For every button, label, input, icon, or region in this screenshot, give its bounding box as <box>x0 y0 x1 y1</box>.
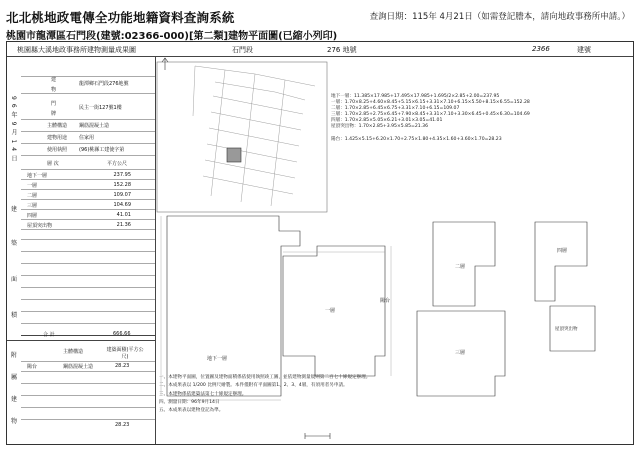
table-row <box>21 266 155 276</box>
note-item: 四、測量日期：96年9月14日 <box>159 399 220 405</box>
location-map-frame <box>157 62 327 212</box>
north-arrow <box>162 58 168 70</box>
info-row <box>21 118 155 120</box>
date-vertical: 96年9月14日 <box>10 96 17 166</box>
label-men: 門 <box>51 101 57 107</box>
note-item: 二、本成果表以 1/200 比例尺繪製。本件僅附有平面圖第1、2、3、4層，有須用者另申請。 <box>159 383 348 389</box>
page-title: 北北桃地政電傳全功能地籍資料查詢系統 <box>6 10 235 25</box>
floor-name: 二層 <box>27 193 38 199</box>
table-row <box>21 278 155 288</box>
plan-b1-outline <box>167 216 300 396</box>
plan-label-1f: 一層 <box>325 308 336 314</box>
note-item: 一、本建物平面圖，位置圖及建物面積係依使用執照竣工圖，並依建物測量規則第二百七十條規定辦理。 <box>159 375 371 380</box>
query-date: 查詢日期：115年 4月21日（如需登記謄本，請向地政事務所申請。） <box>369 12 630 22</box>
floor-name: 四層 <box>27 213 38 219</box>
info-row <box>21 142 155 144</box>
plan-label-2f: 二層 <box>455 264 466 270</box>
area-calculation: 地下一層：11.385×17.985+17.495×17.985+1.695/2×2.85+2.00=237.95 一層：1.70×8.25+4.60×8.45+5.15×6.15+3.31×7.10+6.15×5.50+8.15×6.55=152.28 二層：1.70×2.85+6.45×6.75+3.31×7.10+6.15=109.07 三層：1.70×2.85+2.75×6.45+7.90×8.45+3.31×7.10+3.30×6.45+0.45×6.30=104.69 四層：1.70×2.85×5.05×6.21+3.01×3.05=41.01 屋頂突出物：1.70×2.85+3.95×5.85=21.36 陽台：1.425×5.15+6.20×1.70+2.75×1.80+4.35×1.60+3.60×1.70=28.23 <box>331 94 530 142</box>
floor-area-table <box>21 170 155 330</box>
table-row <box>21 242 155 252</box>
table-row <box>21 210 155 220</box>
side-label-2: 築 <box>11 240 18 247</box>
table-row <box>21 314 155 324</box>
table-row <box>21 230 155 240</box>
table-row <box>21 200 155 210</box>
floor-area: 41.01 <box>116 212 131 218</box>
annex-side-1: 附 <box>11 352 18 359</box>
annex-total-value: 28.23 <box>115 422 130 428</box>
annex-row-area: 28.23 <box>115 363 130 369</box>
annex-side-4: 物 <box>11 418 18 425</box>
document-subtitle: 桃園市龍潭區石門段(建號:02366-000)[第二類]建物平面圖(已縮小列印) <box>6 31 338 42</box>
sheet-header <box>7 42 633 57</box>
floor-area: 237.95 <box>113 172 131 178</box>
side-label-4: 積 <box>11 312 18 319</box>
floor-name: 三層 <box>27 203 38 209</box>
plan-label-balcony: 陽台 <box>380 298 391 304</box>
notes-block <box>159 374 370 415</box>
table-row <box>21 290 155 300</box>
info-row <box>21 360 155 362</box>
info-row <box>21 130 155 132</box>
floor-plan-area <box>155 56 633 444</box>
annex-side-2: 屬 <box>11 374 18 381</box>
area-table-header-unit: 平方公尺 <box>107 161 128 167</box>
building-number: 2366 <box>532 45 550 53</box>
area-table-header-level: 層 次 <box>47 161 59 167</box>
table-row <box>21 190 155 200</box>
plan-b1-dims <box>161 216 281 400</box>
label-permit: 使用執照 <box>47 147 68 153</box>
annex-header-structure: 主體構造 <box>63 349 84 355</box>
floor-name: 一層 <box>27 183 38 189</box>
building-number-label: 建號 <box>577 46 591 54</box>
field-address: 民主一街127號1樓 <box>79 105 122 111</box>
info-row <box>21 66 155 77</box>
table-row <box>21 180 155 190</box>
plan-label-3f: 三層 <box>455 350 466 356</box>
plan-4f-outline <box>535 222 587 301</box>
annex-header-area: 建築面積(平方公尺) <box>106 347 144 360</box>
label-structure: 主體構造 <box>47 123 68 129</box>
annex-row-struct: 鋼筋混凝土造 <box>63 364 94 370</box>
label-jian: 建 <box>51 77 57 83</box>
annex-row-name: 陽台 <box>27 364 38 370</box>
floor-name: 地下一層 <box>27 173 48 179</box>
plan-label-b1: 地下一層 <box>207 356 228 362</box>
note-item: 五、本成果表以建物登記為準。 <box>159 408 224 414</box>
side-label-1: 建 <box>11 206 18 213</box>
note-item: 三、本建物係依建築法第七十條規定辦理。 <box>159 391 247 397</box>
floor-area: 152.28 <box>113 182 131 188</box>
lot-number: 276 地號 <box>327 46 357 54</box>
info-row <box>21 418 155 420</box>
info-row <box>7 339 155 341</box>
label-usage: 建物用途 <box>47 135 68 141</box>
location-map-parcels <box>193 66 315 206</box>
office-name: 桃園縣大溪地政事務所建物測量成果圖 <box>17 46 136 54</box>
info-row <box>21 154 155 156</box>
label-wu: 物 <box>51 87 57 93</box>
table-row <box>21 220 155 230</box>
info-row <box>21 406 155 408</box>
field-usage: 住家用 <box>79 135 95 141</box>
field-structure: 鋼筋混凝土造 <box>79 123 110 129</box>
subject-parcel <box>227 148 241 162</box>
info-row <box>21 382 155 384</box>
info-row <box>21 394 155 396</box>
field-location: 龍潭鄉石門段276地號 <box>79 81 129 87</box>
section-name: 石門段 <box>232 46 253 54</box>
table-row <box>21 302 155 312</box>
floor-name: 屋頂突出物 <box>27 223 53 229</box>
label-pai: 牌 <box>51 111 57 117</box>
total-label: 合 計 <box>43 332 55 338</box>
plan-label-roof: 屋頂突出物 <box>555 327 578 332</box>
table-row <box>21 170 155 180</box>
side-label-3: 面 <box>11 276 18 283</box>
scale-bar <box>305 433 330 439</box>
left-info-panel <box>7 56 156 444</box>
table-row <box>21 254 155 264</box>
field-permit: (96)桃縣工建使字第 <box>79 147 125 153</box>
floor-area: 109.07 <box>113 192 131 198</box>
total-value: 666.66 <box>113 331 131 337</box>
floor-area: 21.36 <box>116 222 131 228</box>
table-row <box>21 326 155 336</box>
info-row <box>21 370 155 372</box>
survey-sheet <box>6 41 634 445</box>
info-row <box>21 92 155 94</box>
plan-label-4f: 四層 <box>557 248 568 254</box>
annex-side-3: 建 <box>11 396 18 403</box>
floor-area: 104.69 <box>113 202 131 208</box>
